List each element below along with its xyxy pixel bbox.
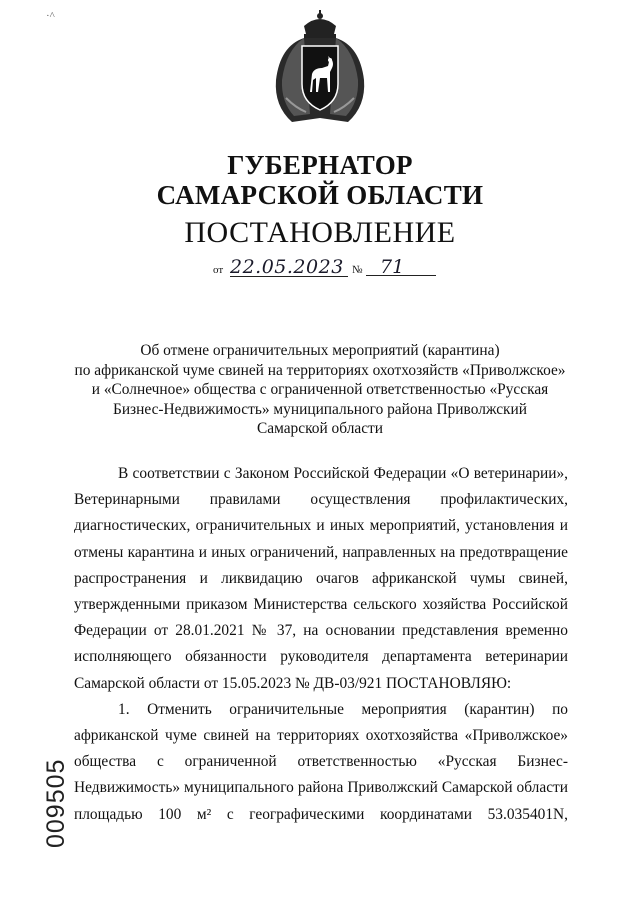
subject-line: Бизнес-Недвижимость» муниципального района Приволжский xyxy=(112,400,528,418)
body-line: африканской чуме свиней на территориях охотхозяйства «Приволжское» xyxy=(74,727,568,745)
handwritten-number: 71 xyxy=(366,256,436,276)
body-line: исполняющего обязанности руководителя департамента ветеринарии xyxy=(74,648,568,666)
serial-number-stamp: 009505 xyxy=(42,758,70,848)
body-line: В соответствии с Законом Российской Федерации «О ветеринарии», xyxy=(118,465,568,482)
body-line: 1. Отменить ограничительные мероприятия (карантин) по xyxy=(118,700,568,718)
body-line: Ветеринарными правилами осуществления профилактических, xyxy=(74,491,568,509)
number-prefix: № xyxy=(352,264,363,276)
date-number-line xyxy=(213,258,433,280)
body-line: площадью 100 м² с географическими координатами 53.035401N, xyxy=(74,805,568,823)
subject-line: Самарской области xyxy=(256,420,383,437)
document-type: ПОСТАНОВЛЕНИЕ xyxy=(184,216,456,249)
decree-body xyxy=(74,461,568,828)
body-line: утвержденными приказом Министерства сельского хозяйства Российской xyxy=(74,596,568,614)
body-line: Самарской области от 15.05.2023 № ДВ-03/921 ПОСТАНОВЛЯЮ: xyxy=(74,674,512,692)
body-line: отмены карантина и иных ограничений, направленных на предотвращение xyxy=(74,543,568,561)
issuer-title-line1: ГУБЕРНАТОР xyxy=(227,150,413,180)
body-line: распространения и ликвидацию очагов африканской чумы свиней, xyxy=(74,569,568,587)
handwritten-date: 22.05.2023 xyxy=(230,256,348,277)
body-line: Недвижимость» муниципального района Приволжский Самарской области xyxy=(74,779,568,797)
date-prefix: от xyxy=(213,264,224,276)
corner-mark: ·^ xyxy=(46,10,55,22)
subject-line: Об отмене ограничительных мероприятий (карантина) xyxy=(140,342,500,359)
subject-line: и «Солнечное» общества с ограниченной ответственностью «Русская xyxy=(91,381,549,398)
issuer-title-line2: САМАРСКОЙ ОБЛАСТИ xyxy=(156,180,484,210)
body-line: диагностических, ограничительных и иных мероприятий, установления и xyxy=(74,517,568,535)
body-line: общества с ограниченной ответственностью «Русская Бизнес- xyxy=(74,753,568,771)
body-line: Федерации от 28.01.2021 № 37, на основании представления временно xyxy=(74,622,568,640)
coat-of-arms-icon xyxy=(270,10,370,128)
subject-line: по африканской чуме свиней на территориях охотхозяйств «Приволжское» xyxy=(74,361,566,379)
decree-subject xyxy=(60,341,580,439)
